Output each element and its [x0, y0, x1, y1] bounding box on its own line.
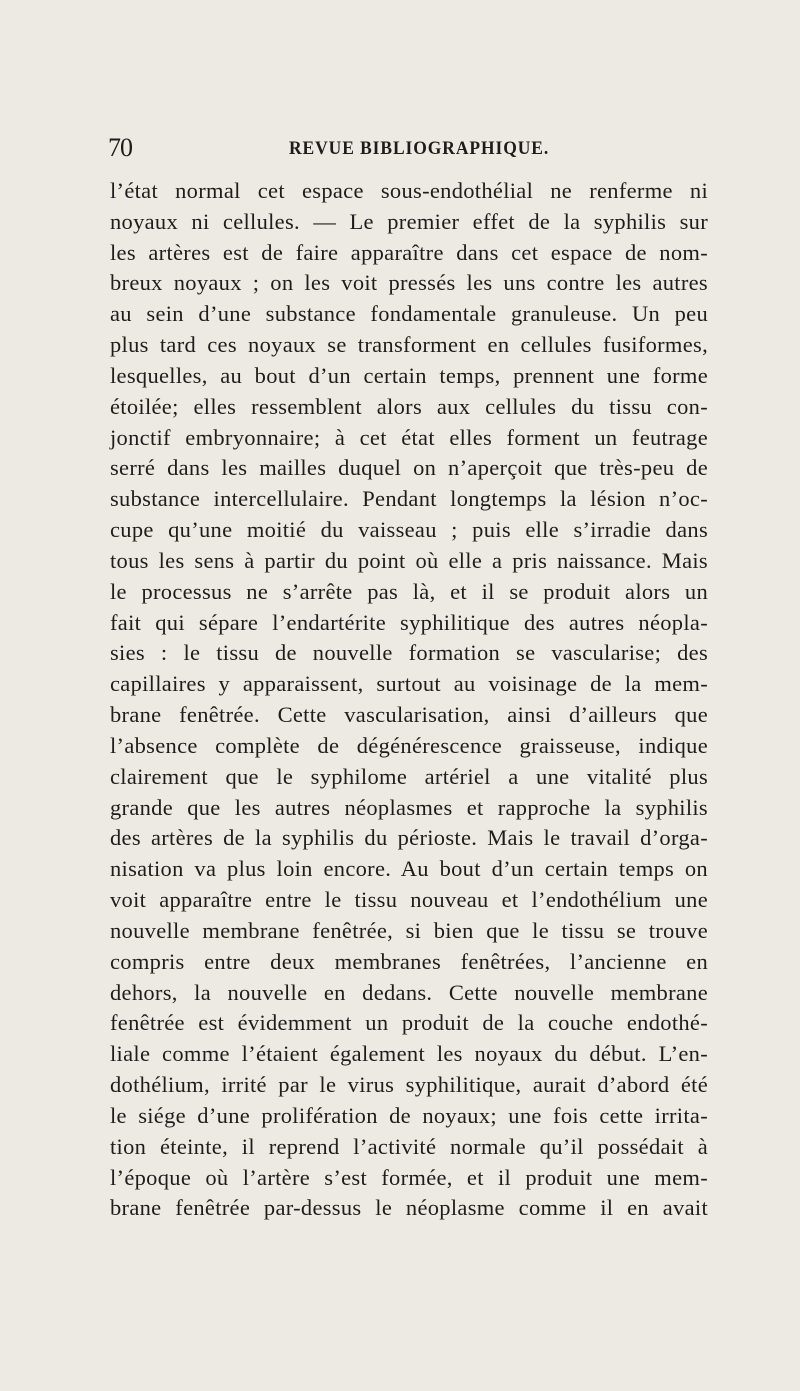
text-line: fenêtrée est évidemment un produit de la couche endothé-	[110, 1010, 708, 1036]
text-line: serré dans les mailles duquel on n’aperçoit que très-peu de	[110, 455, 708, 481]
text-line: capillaires y apparaissent, surtout au voisinage de la mem-	[110, 671, 708, 697]
text-line: nisation va plus loin encore. Au bout d’un certain temps on	[110, 856, 708, 882]
text-line: liale comme l’étaient également les noyaux du début. L’en-	[110, 1041, 708, 1067]
text-line: breux noyaux ; on les voit pressés les uns contre les autres	[110, 270, 708, 296]
text-line: l’état normal cet espace sous-endothélial ne renferme ni	[110, 178, 708, 203]
text-line: tion éteinte, il reprend l’activité normale qu’il possédait à	[110, 1133, 708, 1159]
text-line: brane fenêtrée par-dessus le néoplasme comme il en avait	[110, 1195, 708, 1221]
page-header	[108, 132, 708, 164]
text-line: dehors, la nouvelle en dedans. Cette nouvelle membrane	[110, 979, 708, 1005]
text-line: le processus ne s’arrête pas là, et il se produit alors un	[110, 578, 708, 604]
text-line: le siége d’une prolifération de noyaux; une fois cette irrita-	[110, 1102, 708, 1128]
text-line: au sein d’une substance fondamentale granuleuse. Un peu	[110, 301, 708, 327]
body-text	[110, 176, 708, 1224]
text-line: sies : le tissu de nouvelle formation se vascularise; des	[110, 640, 708, 666]
text-line: nouvelle membrane fenêtrée, si bien que le tissu se trouve	[110, 917, 708, 943]
text-line: compris entre deux membranes fenêtrées, l’ancienne en	[110, 948, 708, 974]
text-line: étoilée; elles ressemblent alors aux cellules du tissu con-	[110, 393, 708, 419]
text-line: substance intercellulaire. Pendant longtemps la lésion n’oc-	[110, 486, 708, 512]
text-line: tous les sens à partir du point où elle a pris naissance. Mais	[110, 547, 708, 573]
running-title: REVUE BIBLIOGRAPHIQUE.	[289, 138, 550, 159]
text-line: brane fenêtrée. Cette vascularisation, ainsi d’ailleurs que	[110, 702, 708, 728]
text-line: grande que les autres néoplasmes et rapproche la syphilis	[110, 794, 708, 820]
text-line: jonctif embryonnaire; à cet état elles forment un feutrage	[110, 424, 708, 450]
text-line: voit apparaître entre le tissu nouveau et l’endothélium une	[110, 887, 708, 913]
text-line: fait qui sépare l’endartérite syphilitique des autres néopla-	[110, 609, 708, 635]
text-line: clairement que le syphilome artériel a une vitalité plus	[110, 763, 708, 789]
text-line: les artères est de faire apparaître dans cet espace de nom-	[110, 239, 708, 265]
text-line: l’absence complète de dégénérescence graisseuse, indique	[110, 732, 708, 758]
page-number: 70	[108, 133, 132, 162]
text-line: des artères de la syphilis du périoste. Mais le travail d’orga-	[110, 825, 708, 851]
text-line: noyaux ni cellules. — Le premier effet de la syphilis sur	[110, 208, 708, 234]
text-line: l’époque où l’artère s’est formée, et il produit une mem-	[110, 1164, 708, 1190]
text-line: lesquelles, au bout d’un certain temps, prennent une forme	[110, 362, 708, 388]
text-line: dothélium, irrité par le virus syphilitique, aurait d’abord été	[110, 1072, 708, 1098]
text-line: plus tard ces noyaux se transforment en cellules fusiformes,	[110, 332, 708, 358]
text-line: cupe qu’une moitié du vaisseau ; puis elle s’irradie dans	[110, 517, 708, 543]
